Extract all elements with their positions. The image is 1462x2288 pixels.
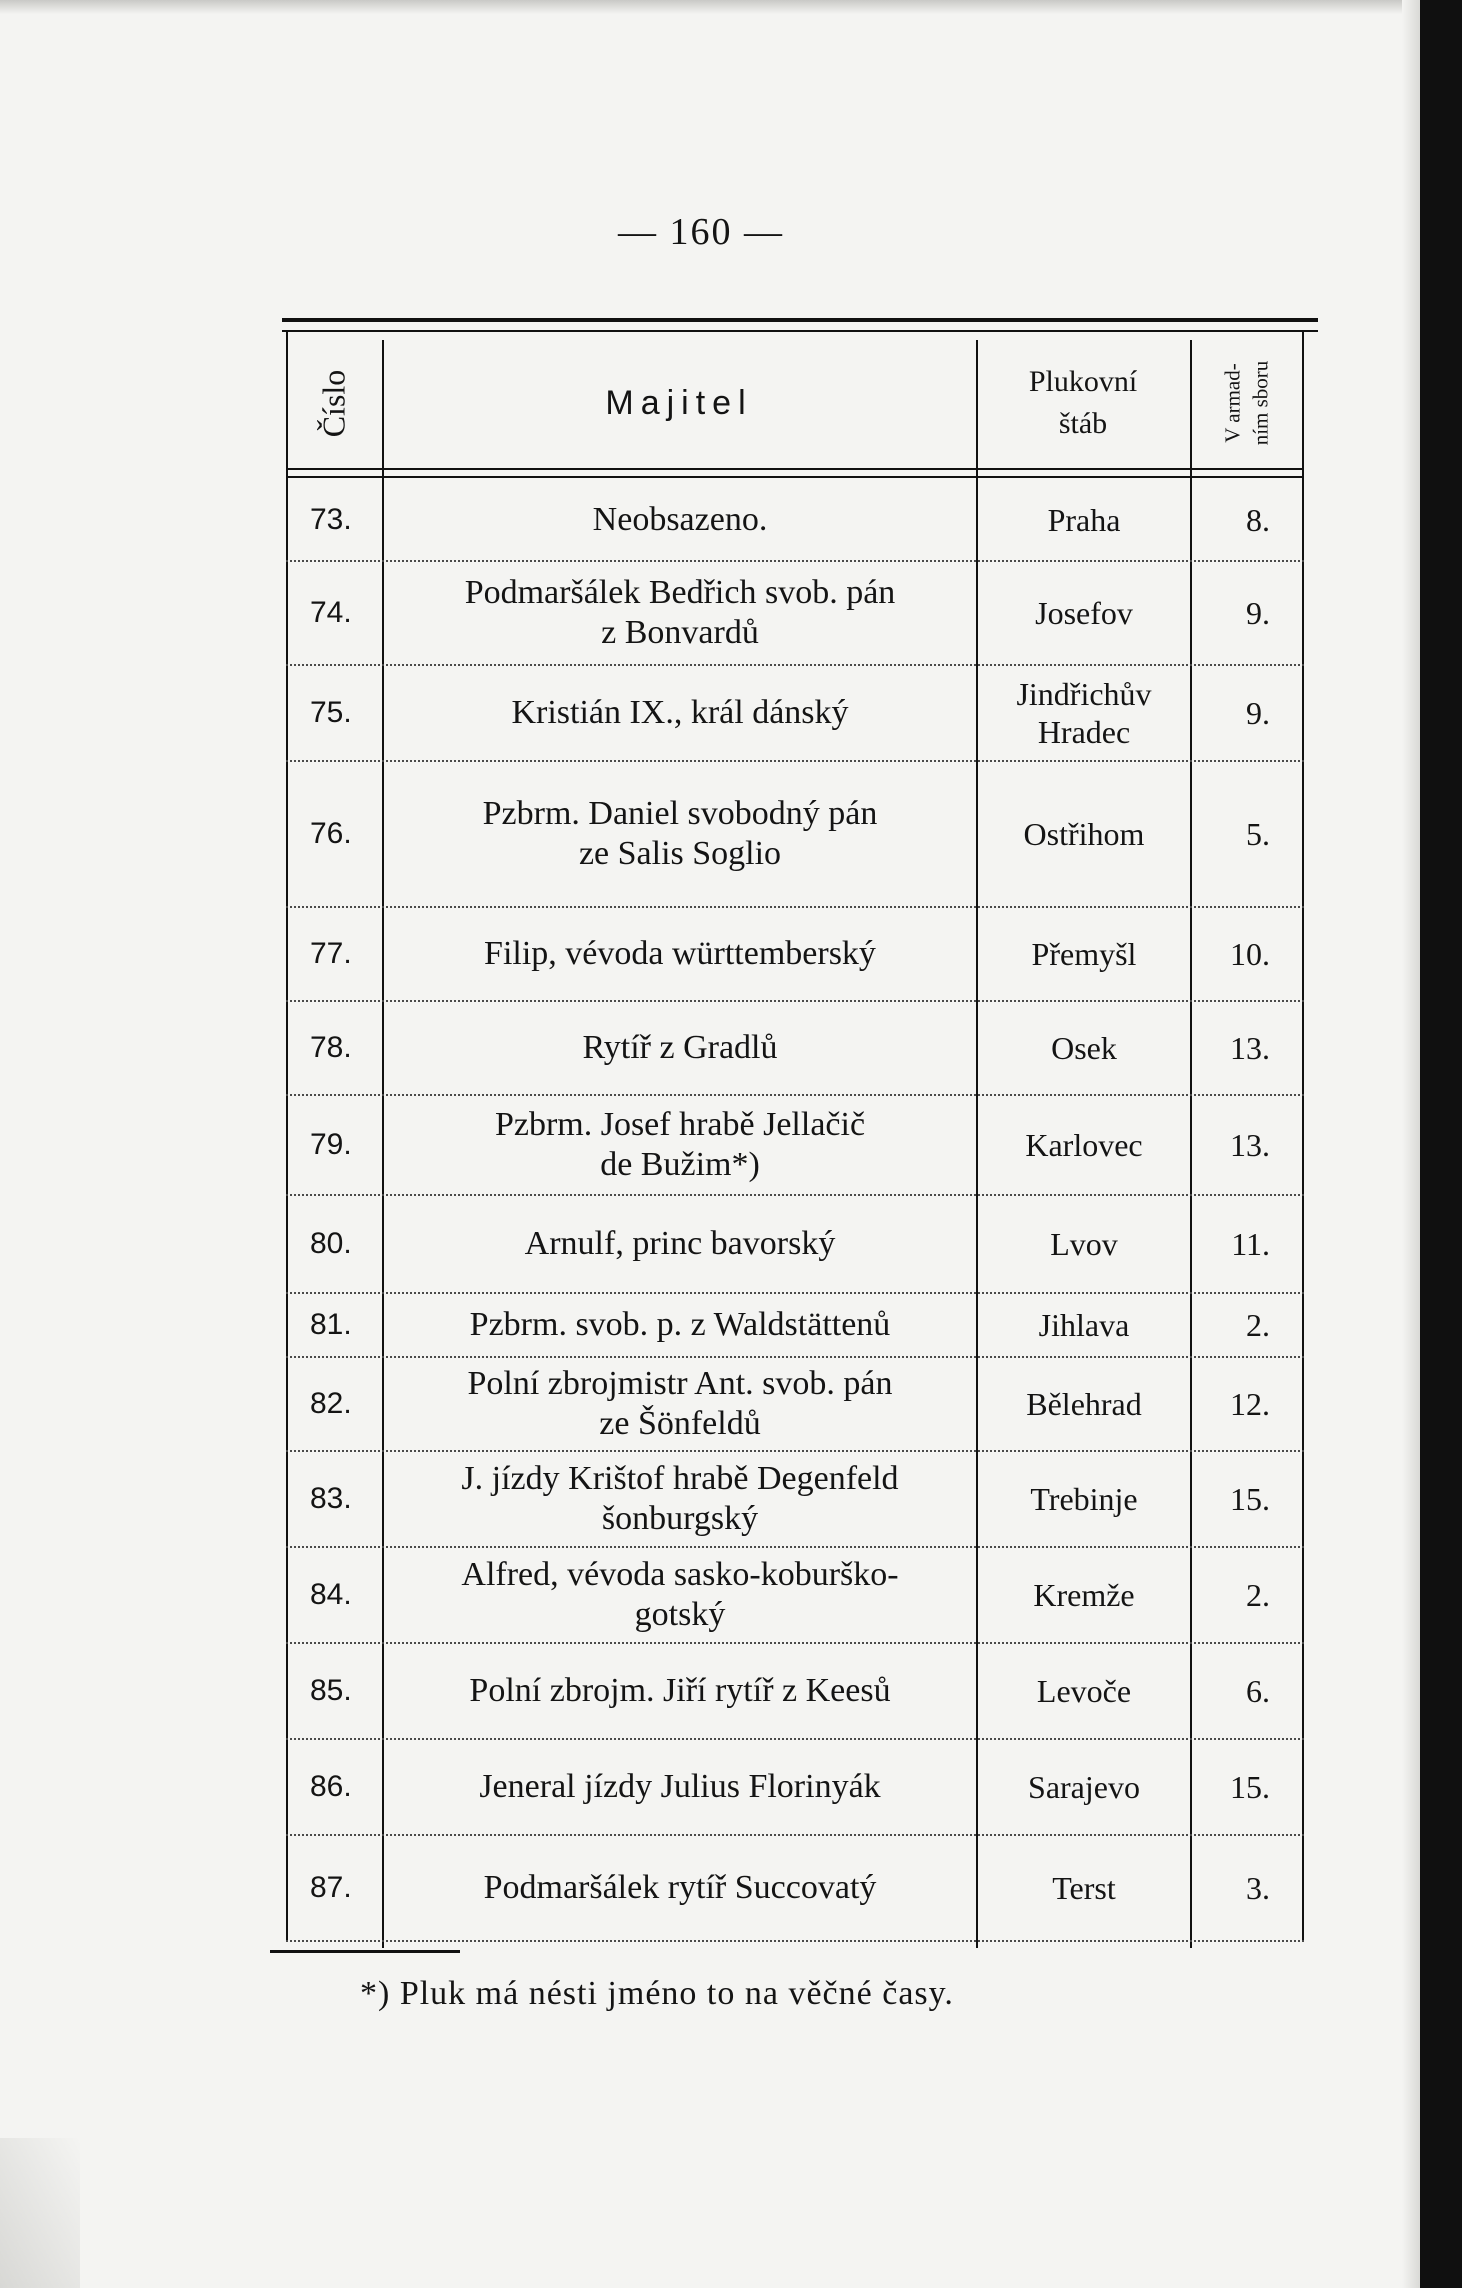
row-corps: 2. (1246, 1576, 1270, 1613)
row-owner: J. jízdy Krištof hrabě Degenfeld šonburgský (461, 1460, 899, 1537)
header-regimental-staff-label: Plukovní štáb (1028, 365, 1138, 440)
header-number (288, 340, 380, 466)
row-owner: Filip, vévoda württemberský (484, 935, 876, 972)
row-owner: Podmaršálek rytíř Succovatý (483, 1869, 877, 1906)
row-number: 73. (310, 503, 352, 536)
table-row (286, 1294, 1304, 1358)
table-row (286, 562, 1304, 666)
row-corps: 15. (1230, 1480, 1270, 1517)
row-owner: Pzbrm. Daniel svobodný pán ze Salis Soglio (482, 795, 878, 872)
row-number: 75. (310, 696, 352, 729)
row-number: 85. (310, 1674, 352, 1707)
table-row (286, 1358, 1304, 1452)
row-number: 87. (310, 1871, 352, 1904)
row-owner: Rytíř z Gradlů (582, 1029, 778, 1066)
row-corps: 2. (1246, 1306, 1270, 1343)
row-owner: Neobsazeno. (592, 501, 768, 538)
row-corps: 5. (1246, 815, 1270, 852)
scan-edge-shade (1402, 0, 1420, 2288)
table-row (286, 1836, 1304, 1942)
row-owner: Kristián IX., král dánský (511, 694, 849, 731)
row-corps: 8. (1246, 501, 1270, 538)
row-staff: Praha (1047, 502, 1121, 538)
row-corps: 9. (1246, 694, 1270, 731)
row-staff: Sarajevo (1028, 1769, 1140, 1805)
row-owner: Pzbrm. svob. p. z Waldstättenů (469, 1306, 891, 1343)
header-bottom-rule (288, 468, 1304, 470)
row-owner: Polní zbrojm. Jiří rytíř z Keesů (469, 1672, 891, 1709)
row-number: 83. (310, 1482, 352, 1515)
header-regimental-staff (978, 340, 1188, 466)
footnote-rule (270, 1950, 460, 1953)
row-staff: Osek (1051, 1030, 1117, 1066)
header-bottom-rule-double (288, 476, 1304, 478)
header-owner: Majitel (605, 383, 753, 422)
row-staff: Jihlava (1038, 1307, 1130, 1343)
row-number: 78. (310, 1031, 352, 1064)
row-corps: 11. (1231, 1225, 1270, 1262)
row-owner: Alfred, vévoda sasko-koburško- gotský (461, 1556, 899, 1633)
table-row (286, 908, 1304, 1002)
row-number: 79. (310, 1128, 352, 1161)
table-row (286, 1096, 1304, 1196)
row-owner: Jeneral jízdy Julius Florinyák (479, 1768, 881, 1805)
row-owner: Podmaršálek Bedřich svob. pán z Bonvardů (464, 574, 896, 651)
table-row (286, 666, 1304, 762)
table-row (286, 1452, 1304, 1548)
row-number: 77. (310, 937, 352, 970)
row-number: 86. (310, 1770, 352, 1803)
header-number-label: Číslo (315, 369, 352, 437)
table-top-rule (282, 318, 1318, 322)
row-staff: Lvov (1050, 1226, 1118, 1262)
row-owner: Arnulf, princ bavorský (524, 1225, 836, 1262)
row-owner: Polní zbrojmistr Ant. svob. pán ze Šönfeldů (467, 1365, 893, 1442)
row-staff: Terst (1052, 1870, 1116, 1906)
row-staff: Přemyšl (1031, 936, 1137, 972)
row-corps: 9. (1246, 594, 1270, 631)
row-staff: Levoče (1036, 1673, 1132, 1709)
row-number: 74. (310, 596, 352, 629)
page-number: — 160 — (618, 211, 784, 253)
row-corps: 10. (1230, 935, 1270, 972)
table-row (286, 1644, 1304, 1740)
table-row (286, 1740, 1304, 1836)
table-top-rule-thin (282, 330, 1318, 332)
header-army-corps (1192, 340, 1300, 466)
row-staff: Ostřihom (1023, 816, 1145, 852)
row-owner: Pzbrm. Josef hrabě Jellačič de Bužim*) (494, 1106, 866, 1183)
row-staff: Josefov (1035, 595, 1133, 631)
scan-stain (0, 2138, 80, 2288)
scan-edge-top (0, 0, 1462, 14)
row-corps: 6. (1246, 1672, 1270, 1709)
row-number: 76. (310, 817, 352, 850)
header-army-corps-label: V armad- ním sboru (1220, 360, 1272, 446)
row-corps: 3. (1246, 1869, 1270, 1906)
table-row (286, 1002, 1304, 1096)
row-staff: Bělehrad (1026, 1386, 1142, 1422)
footnote: *) Pluk má nésti jméno to na věčné časy. (360, 1975, 954, 2012)
row-staff: Jindřichův Hradec (1016, 676, 1152, 750)
row-number: 84. (310, 1578, 352, 1611)
row-corps: 13. (1230, 1029, 1270, 1066)
row-corps: 13. (1230, 1126, 1270, 1163)
table-row (286, 480, 1304, 562)
row-staff: Trebinje (1030, 1481, 1138, 1517)
table-row (286, 1196, 1304, 1294)
row-staff: Karlovec (1025, 1127, 1143, 1163)
table-row (286, 1548, 1304, 1644)
row-number: 82. (310, 1387, 352, 1420)
row-corps: 15. (1230, 1768, 1270, 1805)
row-number: 80. (310, 1227, 352, 1260)
row-corps: 12. (1230, 1385, 1270, 1422)
scan-edge-right (1420, 0, 1462, 2288)
row-number: 81. (310, 1308, 352, 1341)
row-staff: Kremže (1033, 1577, 1135, 1613)
table-row (286, 762, 1304, 908)
